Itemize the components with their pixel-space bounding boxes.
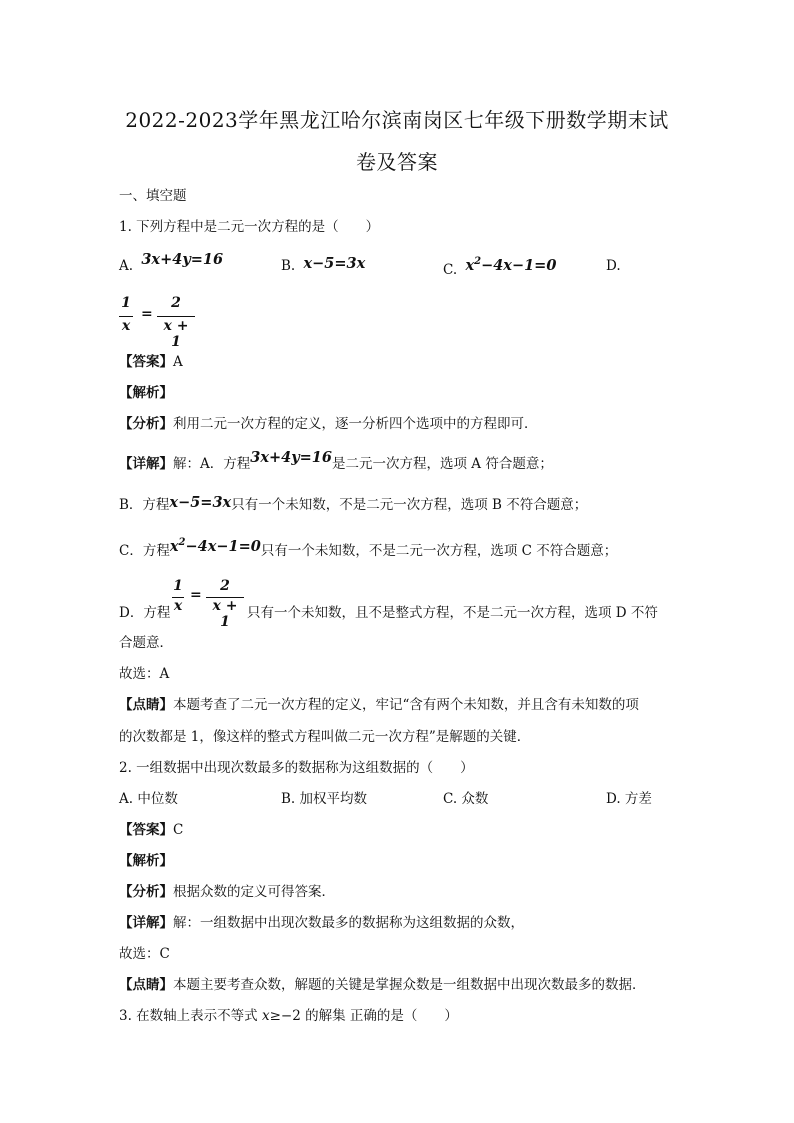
q1-answer [119,352,183,372]
q2-answer-value: C [173,822,184,838]
q2-answer [119,820,183,840]
q2-comment [119,975,646,995]
q1-fenxi-text: 利用二元一次方程的定义，逐一分析四个选项中的方程即可． [173,416,538,432]
frac-num-right: 2 [171,295,181,311]
q2-fenxi-tag: 【分析】 [119,884,173,900]
q1-detail-b [119,495,587,515]
q2-comment-tag: 【点睛】 [119,977,173,993]
q1-detail-c-post: 只有一个未知数，不是二元一次方程，选项 C 不符合题意； [260,542,618,559]
q1-comment-2: 的次数都是 1，像这样的整式方程叫做二元一次方程”是解题的关键． [119,729,531,745]
q3-stem-pre: 3. 在数轴上表示不等式 [119,1008,262,1024]
detail-frac-den-left: x [173,598,183,614]
q1-detail-c-pre: C．方程 [119,542,170,559]
q1-option-c-math [465,257,556,274]
q1-answer-tag: 【答案】 [119,354,173,370]
q2-option-c: C. 众数 [443,791,489,807]
q1-option-d-fraction [119,295,209,350]
q1-fenxi [119,414,538,434]
q1-option-c [443,256,556,280]
q1-detail-d-post2: 合题意． [119,635,173,651]
q2-stem: 2. 一组数据中出现次数最多的数据称为这组数据的（ ） [119,760,474,776]
page-title: 2022-2023学年黑龙江哈尔滨南岗区七年级下册数学期末试 [125,108,669,132]
q2-detail-text: 解：一组数据中出现次数最多的数据称为这组数据的众数， [173,915,524,931]
section-heading: 一、填空题 [119,188,187,204]
detail-frac-den-right: x + 1 [212,598,238,630]
q1-stem: 1. 下列方程中是二元一次方程的是（ ） [119,219,380,235]
q1-option-c-math-base: x [465,256,475,274]
q1-detail-a-post: 是二元一次方程，选项 A 符合题意； [331,456,553,472]
q1-detail-d-post: 只有一个未知数，且不是整式方程，不是二元一次方程，选项 D 不符 [247,605,658,621]
q1-comment-1: 本题考查了二元一次方程的定义，牢记“含有两个未知数，并且含有未知数的项 [173,697,639,713]
q1-detail-d-fraction [172,578,252,630]
q1-comment-tag: 【点睛】 [119,697,173,713]
q1-option-a-label: A. [119,258,134,274]
q1-detail-b-math: x−5=3x [169,494,232,511]
q1-detail-d-pre: D．方程 [119,605,171,621]
q1-option-a [119,251,224,276]
q1-option-b-math: x−5=3x [303,255,366,272]
q1-option-b [281,256,365,276]
detail-frac-num-right: 2 [220,578,230,594]
q1-comment [119,695,639,715]
q1-option-b-label: B. [281,258,296,274]
page-title-line2: 卷及答案 [356,150,438,174]
q1-option-c-math-rest: −4x−1=0 [481,256,557,274]
frac-bar-right [157,316,195,317]
frac-den-left: x [121,318,131,334]
q1-detail-tag: 【详解】 [119,456,173,472]
q2-fenxi [119,882,335,902]
detail-frac-equals: = [190,587,202,603]
q1-detail-a [119,449,553,474]
q1-option-d-label: D. [606,258,621,274]
q1-fenxi-tag: 【分析】 [119,416,173,432]
q2-choose: 故选：C [119,946,170,962]
q1-detail-a-pre: 解：A．方程 [173,456,251,472]
q2-analysis-tag: 【解析】 [119,853,173,869]
frac-bar-left [119,316,133,317]
q2-option-a: A. 中位数 [119,791,178,807]
frac-den-right: x + 1 [163,318,189,350]
q1-option-a-math: 3x+4y=16 [141,251,224,268]
q1-option-c-math-sup: 2 [474,256,482,267]
q2-comment-text: 本题主要考查众数，解题的关键是掌握众数是一组数据中出现次数最多的数据． [173,977,646,993]
q1-analysis-tag: 【解析】 [119,385,173,401]
q1-option-c-label: C. [443,261,458,278]
q1-detail-c-math: $x^2-4x-1=0$ [169,537,261,555]
frac-num-left: 1 [121,295,131,311]
q1-detail-b-post: 只有一个未知数，不是二元一次方程，选项 B 不符合题意； [231,497,588,513]
q1-answer-value: A [173,354,183,370]
q2-option-b: B. 加权平均数 [281,791,368,807]
q2-detail [119,913,524,933]
q2-answer-tag: 【答案】 [119,822,173,838]
q3-stem-post: ≥−2 的解集 正确的是（ ） [269,1008,458,1024]
q1-detail-b-pre: B．方程 [119,497,170,513]
q1-detail-a-math: 3x+4y=16 [250,449,332,466]
detail-frac-num-left: 1 [173,578,183,594]
q2-fenxi-text: 根据众数的定义可得答案． [173,884,335,900]
q2-option-d: D. 方差 [606,791,652,807]
q3-stem-var: x [261,1008,270,1024]
q1-choose: 故选：A [119,666,170,682]
q1-detail-c [119,537,617,561]
q2-detail-tag: 【详解】 [119,915,173,931]
q3-stem [119,1006,458,1026]
frac-equals: = [141,306,153,322]
